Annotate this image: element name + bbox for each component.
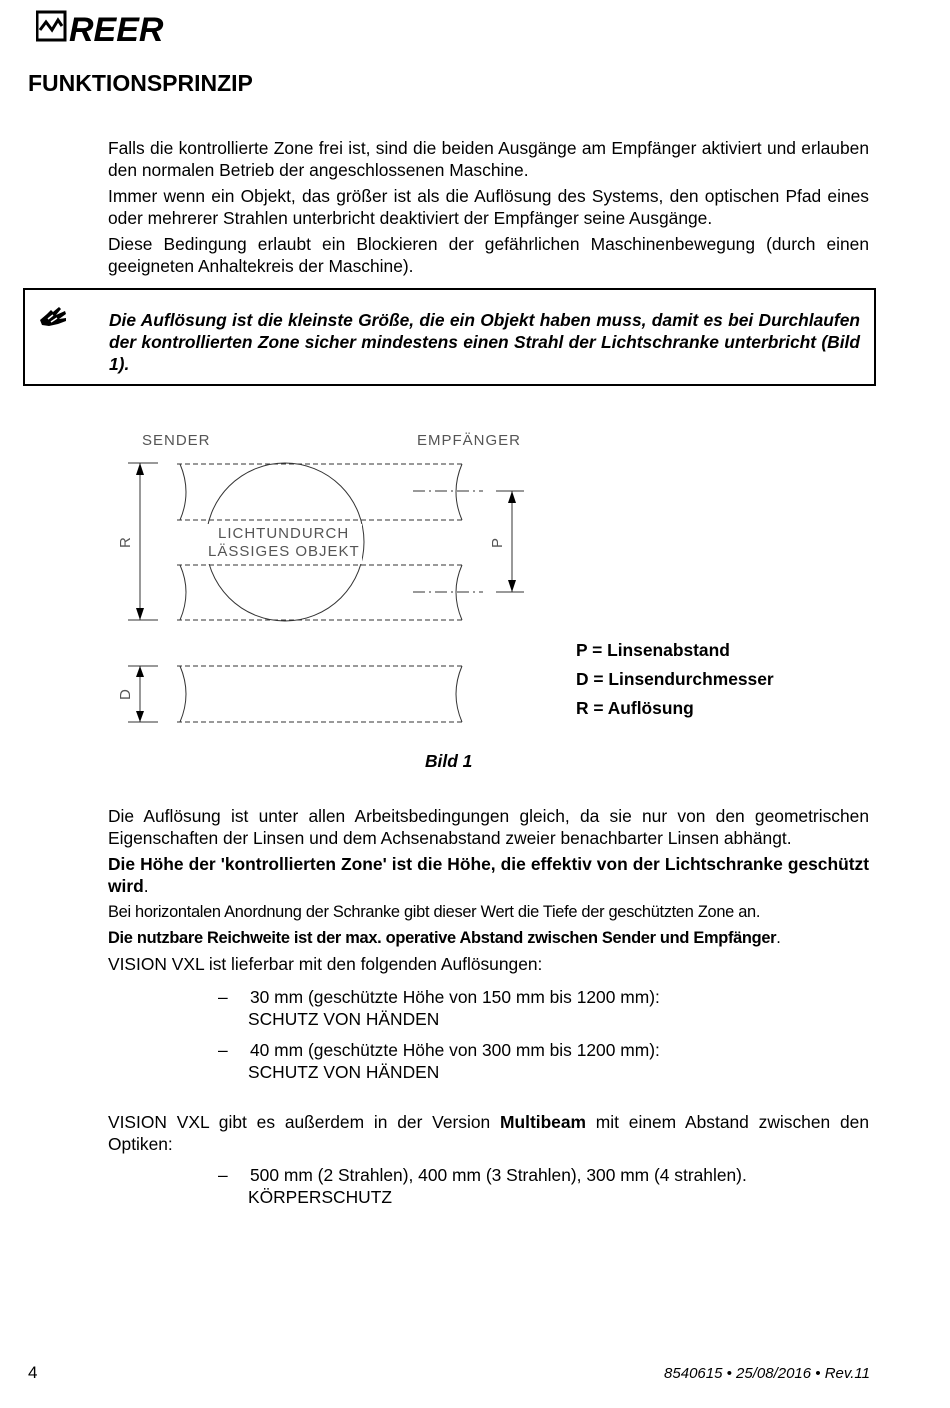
intro-paragraph-3: Diese Bedingung erlaubt ein Blockieren der gefährlichen Maschinenbewegung (durch einen geeigneten Anhaltekreis der Maschine). (108, 234, 869, 276)
body-paragraph-2-end: . (143, 876, 149, 896)
multibeam-text (108, 1111, 869, 1159)
list-item (218, 986, 660, 1030)
reer-logo (36, 8, 166, 46)
intro-text (108, 137, 869, 281)
multibeam-paragraph: VISION VXL gibt es außerdem in der Version Multibeam mit einem Abstand zwischen den Optiken: (108, 1112, 869, 1154)
object-label-line-2: LÄSSIGES OBJEKT (208, 543, 360, 560)
multibeam-bold: Multibeam (500, 1112, 586, 1132)
body-paragraph-3: Bei horizontalen Anordnung der Schranke gibt dieser Wert die Tiefe der geschützten Zone an. (108, 903, 761, 921)
body-paragraph-1: Die Auflösung ist unter allen Arbeitsbedingungen gleich, da sie nur von den geometrischen Eigenschaften der Linsen und dem Achsenabstand zweier benachbarter Linsen abhängt. (108, 806, 869, 848)
sender-label: SENDER (142, 432, 211, 449)
note-hand-icon (39, 306, 67, 328)
body-paragraph-4-bold: Die nutzbare Reichweite ist der max. operative Abstand zwischen Sender und Empfänger (108, 929, 777, 947)
list-item-line-2: SCHUTZ VON HÄNDEN (248, 1062, 440, 1082)
receiver-label: EMPFÄNGER (417, 432, 522, 449)
note-text: Die Auflösung ist die kleinste Größe, die ein Objekt haben muss, damit es bei Durchlaufen der kontrollierten Zone sicher mindestens einen Strahl der Lichtschranke unterbricht (Bild 1). (109, 310, 860, 374)
body-text (108, 805, 869, 979)
body-paragraph-2 (108, 853, 869, 897)
list-dash: – (218, 1040, 228, 1060)
list-item (218, 1164, 747, 1208)
note-box (23, 288, 876, 386)
section-title: FUNKTIONSPRINZIP (28, 70, 253, 96)
document-reference: 8540615 • 25/08/2016 • Rev.11 (664, 1365, 870, 1382)
intro-paragraph-1: Falls die kontrollierte Zone frei ist, sind die beiden Ausgänge am Empfänger aktiviert und erlauben den normalen Betrieb der angeschlossenen Maschine. (108, 138, 869, 180)
body-paragraph-5: VISION VXL ist lieferbar mit den folgenden Auflösungen: (108, 954, 543, 974)
legend-item-r: R = Auflösung (576, 698, 694, 718)
body-paragraph-2-bold: Die Höhe der 'kontrollierten Zone' ist die Höhe, die effektiv von der Lichtschranke geschützt wird (108, 854, 869, 896)
list-dash: – (218, 987, 228, 1007)
list-item (218, 1039, 660, 1083)
d-dimension-label: D (117, 688, 134, 700)
list-item-line-2: SCHUTZ VON HÄNDEN (248, 1009, 440, 1029)
figure-caption: Bild 1 (425, 751, 473, 771)
intro-paragraph-2: Immer wenn ein Objekt, das größer ist als die Auflösung des Systems, den optischen Pfad eines oder mehrerer Strahlen unterbricht deaktiviert der Empfänger seine Ausgänge. (108, 186, 869, 228)
list-dash: – (218, 1165, 228, 1185)
list-item-line-2: KÖRPERSCHUTZ (248, 1187, 392, 1207)
multibeam-list (218, 1164, 747, 1217)
page-number: 4 (28, 1363, 38, 1382)
list-item-line-1: 500 mm (2 Strahlen), 400 mm (3 Strahlen), 300 mm (4 strahlen). (250, 1165, 747, 1185)
resolution-list (218, 986, 660, 1092)
object-label-line-1: LICHTUNDURCH (218, 525, 350, 542)
list-item-line-1: 30 mm (geschützte Höhe von 150 mm bis 1200 mm): (250, 987, 660, 1007)
figure-legend (576, 636, 774, 723)
r-dimension-label: R (117, 536, 134, 548)
legend-item-p: P = Linsenabstand (576, 640, 730, 660)
body-paragraph-4 (108, 927, 869, 949)
logo-text: REER (69, 11, 164, 46)
list-item-line-1: 40 mm (geschützte Höhe von 300 mm bis 1200 mm): (250, 1040, 660, 1060)
body-paragraph-4-end: . (776, 929, 781, 947)
resolution-diagram (100, 420, 540, 740)
legend-item-d: D = Linsendurchmesser (576, 669, 774, 689)
p-dimension-label: P (489, 536, 506, 548)
